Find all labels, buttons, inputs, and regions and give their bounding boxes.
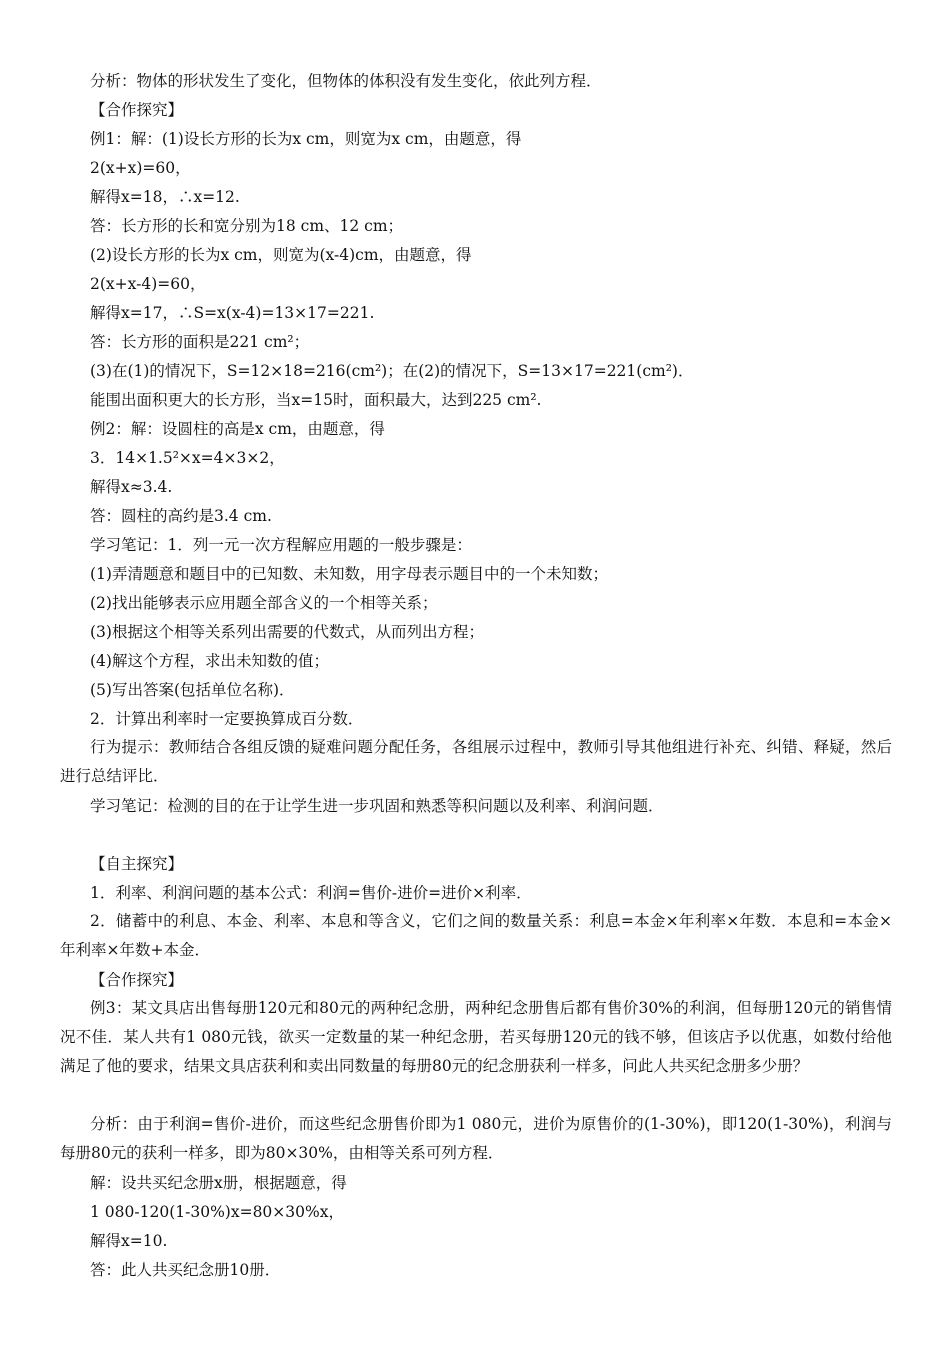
section-heading-cooperative-2: 【合作探究】 [90,971,184,989]
example1-part3: (3)在(1)的情况下，S=12×18=216(cm²)；在(2)的情况下，S=13×17=221(cm²)． [90,362,694,380]
section-heading-cooperative-1: 【合作探究】 [90,101,184,119]
step-item: (5)写出答案(包括单位名称)． [90,681,295,699]
study-notes-heading: 学习笔记：1．列一元一次方程解应用题的一般步骤是： [90,536,472,554]
equation-line: 2(x+x-4)=60， [90,275,206,293]
conclusion-line: 能围出面积更大的长方形，当x=15时，面积最大，达到225 cm². [90,391,542,409]
section-heading-self-study: 【自主探究】 [90,855,184,873]
example1-intro: 例1：解：(1)设长方形的长为x cm，则宽为x cm，由题意，得 [90,130,522,148]
step-item: (1)弄清题意和题目中的已知数、未知数，用字母表示题目中的一个未知数； [90,565,608,583]
savings-paragraph: 2．储蓄中的利息、本金、利率、本息和等含义，它们之间的数量关系：利息=本金×年利率×年数．本息和=本金×年利率×年数+本金． [60,912,892,959]
answer-line: 答：圆柱的高约是3.4 cm. [90,507,272,525]
analysis-volume: 分析：物体的形状发生了变化，但物体的体积没有发生变化，依此列方程． [90,72,602,90]
solution-setup: 解：设共买纪念册x册，根据题意，得 [90,1174,347,1192]
answer-line: 答：长方形的面积是221 cm²； [90,333,310,351]
answer-line: 答：此人共买纪念册10册． [90,1261,281,1279]
step-item: (3)根据这个相等关系列出需要的代数式，从而列出方程； [90,623,484,641]
answer-line: 答：长方形的长和宽分别为18 cm、12 cm； [90,217,404,235]
analysis-paragraph: 分析：由于利润=售价-进价，而这些纪念册售价即为1 080元，进价为原售价的(1-30%)，即120(1-30%)，利润与每册80元的获利一样多，即为80×30%，由相等关系可列方程． [60,1115,892,1162]
solution-line: 解得x=18，∴x=12. [90,188,240,206]
solution-line: 解得x=17，∴S=x(x-4)=13×17=221. [90,304,375,322]
equation-line: 3．14×1.5²×x=4×3×2， [90,449,285,467]
equation-line: 2(x+x)=60， [90,159,191,177]
study-notes-line: 学习笔记：检测的目的在于让学生进一步巩固和熟悉等积问题以及利率、利润问题． [90,797,664,815]
note-item: 2．计算出利率时一定要换算成百分数． [90,710,364,728]
solution-line: 解得x=10. [90,1232,168,1250]
solution-line: 解得x≈3.4. [90,478,173,496]
example3-paragraph: 例3：某文具店出售每册120元和80元的两种纪念册，两种纪念册售后都有售价30%的利润，但每册120元的销售情况不佳．某人共有1 080元钱，欲买一定数量的某一种纪念册，若买每册120元的钱不够，但该店予以优惠，如数付给他满足了他的要求，结果文具店获利和卖出同数量的每册80元的纪念册获利一样多，问此人共买纪念册多少册？ [60,999,892,1075]
equation-line: 1 080-120(1-30%)x=80×30%x， [90,1203,344,1221]
example2-intro: 例2：解：设圆柱的高是x cm，由题意，得 [90,420,385,438]
step-item: (2)找出能够表示应用题全部含义的一个相等关系； [90,594,438,612]
formula-line: 1．利率、利润问题的基本公式：利润=售价-进价=进价×利率． [90,884,532,902]
behavior-tip-paragraph: 行为提示：教师结合各组反馈的疑难问题分配任务，各组展示过程中，教师引导其他组进行补充、纠错、释疑，然后进行总结评比． [60,738,892,785]
example1-part2: (2)设长方形的长为x cm，则宽为(x-4)cm，由题意，得 [90,246,472,264]
step-item: (4)解这个方程，求出未知数的值； [90,652,329,670]
